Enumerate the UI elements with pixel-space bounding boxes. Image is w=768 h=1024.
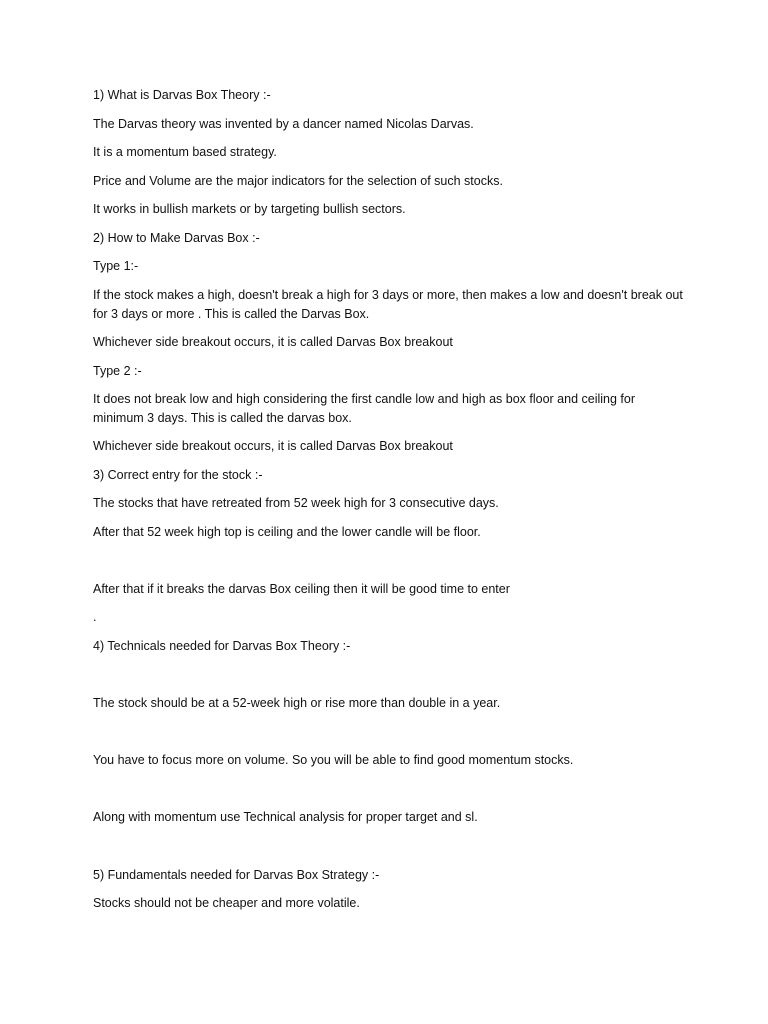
paragraph-line: It works in bullish markets or by targeting bullish sectors.	[93, 202, 406, 216]
paragraph-line: The stock should be at a 52-week high or rise more than double in a year.	[93, 696, 501, 710]
paragraph-line: Stocks should not be cheaper and more volatile.	[93, 896, 360, 910]
paragraph-line: The stocks that have retreated from 52 week high for 3 consecutive days.	[93, 496, 499, 510]
paragraph-line: The Darvas theory was invented by a dancer named Nicolas Darvas.	[93, 117, 474, 131]
heading-what-is-darvas-box: 1) What is Darvas Box Theory :-	[93, 88, 271, 102]
paragraph-line: Price and Volume are the major indicators for the selection of such stocks.	[93, 174, 503, 188]
paragraph-line: After that 52 week high top is ceiling and the lower candle will be floor.	[93, 525, 481, 539]
paragraph-line: If the stock makes a high, doesn't break a high for 3 days or more, then makes a low and doesn't break out for 3 days or more . This is called the Darvas Box.	[93, 288, 683, 321]
paragraph-line: After that if it breaks the darvas Box ceiling then it will be good time to enter	[93, 582, 510, 596]
paragraph-line: You have to focus more on volume. So you will be able to find good momentum stocks.	[93, 753, 574, 767]
paragraph-line: Whichever side breakout occurs, it is called Darvas Box breakout	[93, 439, 453, 453]
heading-technicals-needed: 4) Technicals needed for Darvas Box Theory :-	[93, 639, 351, 653]
heading-fundamentals-needed: 5) Fundamentals needed for Darvas Box Strategy :-	[93, 868, 380, 882]
heading-how-to-make-darvas-box: 2) How to Make Darvas Box :-	[93, 231, 260, 245]
heading-correct-entry: 3) Correct entry for the stock :-	[93, 468, 263, 482]
paragraph-line: .	[93, 610, 97, 624]
paragraph-line: It does not break low and high considering the first candle low and high as box floor and ceiling for minimum 3 days. This is called the darvas box.	[93, 392, 635, 425]
paragraph-line: It is a momentum based strategy.	[93, 145, 277, 159]
subheading-type-1: Type 1:-	[93, 259, 139, 273]
paragraph-line: Whichever side breakout occurs, it is called Darvas Box breakout	[93, 335, 453, 349]
subheading-type-2: Type 2 :-	[93, 364, 142, 378]
paragraph-line: Along with momentum use Technical analysis for proper target and sl.	[93, 810, 478, 824]
